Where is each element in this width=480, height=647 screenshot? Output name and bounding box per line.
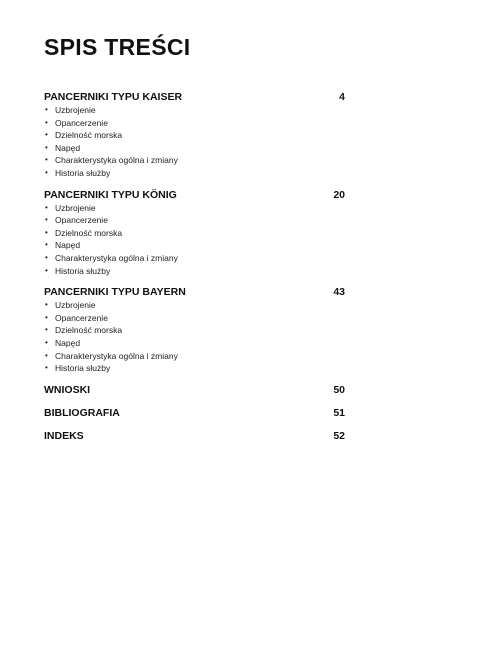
toc-subentry: • Dzielność morska xyxy=(45,227,123,238)
table-of-contents xyxy=(44,90,345,443)
toc-section-kaiser xyxy=(44,90,345,180)
toc-entry[interactable] xyxy=(44,429,345,443)
toc-subentry: • Historia służby xyxy=(45,167,111,178)
toc-entry-title: WNIOSKI xyxy=(44,383,91,396)
bullet-icon: • xyxy=(45,312,48,322)
bullet-icon: • xyxy=(45,142,48,152)
toc-subentry: • Uzbrojenie xyxy=(45,202,96,213)
toc-section-konig xyxy=(44,188,345,278)
toc-section-indeks xyxy=(44,429,345,443)
bullet-icon: • xyxy=(45,227,48,237)
bullet-icon: • xyxy=(45,337,48,347)
toc-subentry: • Uzbrojenie xyxy=(45,105,96,115)
toc-entry[interactable] xyxy=(44,188,345,202)
toc-entry-page: 50 xyxy=(333,383,345,396)
toc-entry-title: BIBLIOGRAFIA xyxy=(44,406,120,419)
toc-subentry: • Opancerzenie xyxy=(45,312,108,323)
toc-entry[interactable] xyxy=(44,383,345,397)
bullet-icon: • xyxy=(45,130,48,140)
bullet-icon: • xyxy=(45,167,48,177)
toc-entry[interactable] xyxy=(44,285,345,299)
toc-subentry: • Napęd xyxy=(45,337,81,348)
toc-subentry: • Napęd xyxy=(45,240,81,251)
bullet-icon: • xyxy=(45,325,48,335)
bullet-icon: • xyxy=(45,300,48,310)
toc-entry-page: 4 xyxy=(339,91,345,103)
toc-subentry: • Uzbrojenie xyxy=(45,300,96,311)
toc-entry-page: 51 xyxy=(333,406,345,419)
bullet-icon: • xyxy=(45,105,48,114)
toc-entry-title: INDEKS xyxy=(44,429,84,442)
bullet-icon: • xyxy=(45,350,48,360)
bullet-icon: • xyxy=(45,265,48,275)
bullet-icon: • xyxy=(45,155,48,165)
toc-subentry: • Charakterystyka ogólna i zmiany xyxy=(45,252,178,263)
bullet-icon: • xyxy=(45,117,48,127)
toc-entry-page: 52 xyxy=(333,429,345,442)
toc-entry-title: PANCERNIKI TYPU KAISER xyxy=(44,91,183,103)
toc-entry[interactable] xyxy=(44,90,345,104)
toc-subentry: • Dzielność morska xyxy=(45,325,123,336)
toc-subentry-list xyxy=(44,202,345,278)
toc-entry-page: 20 xyxy=(333,188,345,201)
toc-subentry: • Charakterystyka ogólna i zmiany xyxy=(45,155,178,166)
toc-entry-title: PANCERNIKI TYPU KÖNIG xyxy=(44,188,177,201)
bullet-icon: • xyxy=(45,240,48,250)
toc-subentry: • Charakterystyka ogólna i zmiany xyxy=(45,350,178,361)
toc-subentry: • Historia służby xyxy=(45,363,111,374)
toc-subentry: • Historia służby xyxy=(45,265,111,276)
toc-subentry-list xyxy=(44,299,345,375)
bullet-icon: • xyxy=(45,215,48,225)
bullet-icon: • xyxy=(45,252,48,262)
toc-subentry: • Dzielność morska xyxy=(45,130,123,141)
bullet-icon: • xyxy=(45,202,48,212)
page-title: SPIS TREŚCI xyxy=(44,34,191,60)
toc-subentry: • Opancerzenie xyxy=(45,117,108,128)
toc-subentry: • Opancerzenie xyxy=(45,215,108,226)
toc-section-bayern xyxy=(44,285,345,375)
toc-section-wnioski xyxy=(44,383,345,397)
toc-entry-title: PANCERNIKI TYPU BAYERN xyxy=(44,286,186,299)
toc-subentry: • Napęd xyxy=(45,142,81,153)
toc-entry-page: 43 xyxy=(333,286,345,299)
toc-subentry-list xyxy=(44,104,345,180)
toc-entry[interactable] xyxy=(44,406,345,420)
toc-section-bibliografia xyxy=(44,406,345,420)
bullet-icon: • xyxy=(45,363,48,373)
